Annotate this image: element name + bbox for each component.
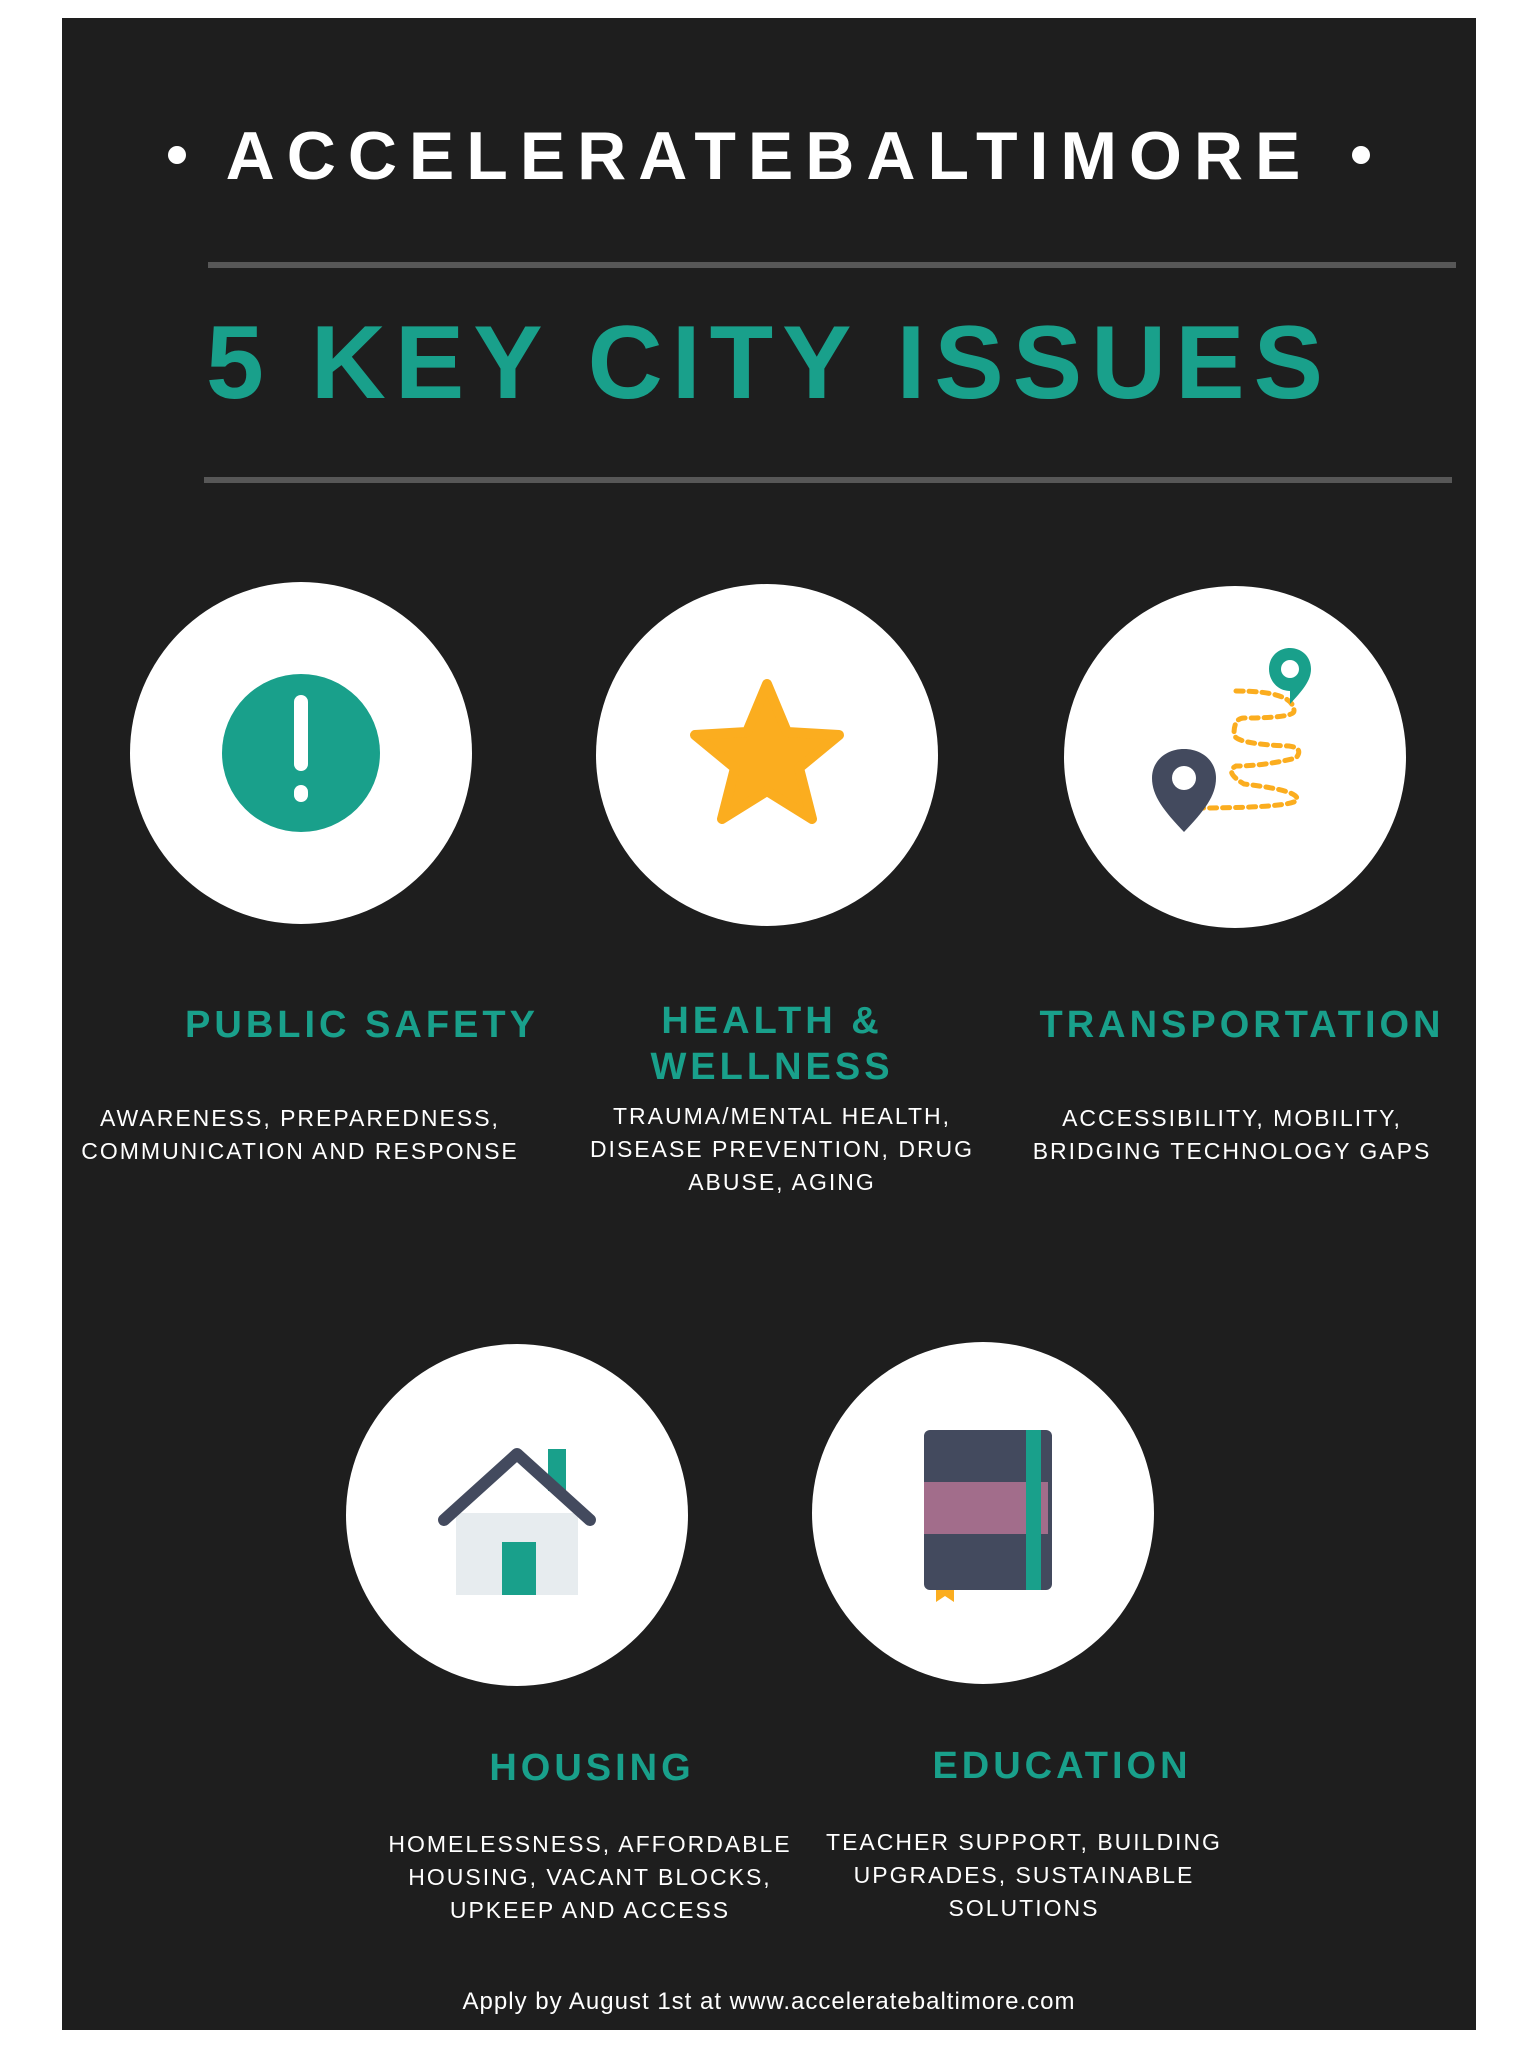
issue-title-education: EDUCATION — [932, 1745, 1192, 1787]
brand-title — [62, 116, 1476, 196]
divider-top — [208, 262, 1456, 268]
star-icon — [596, 584, 938, 926]
public-safety-circle — [130, 582, 472, 924]
issue-desc-transportation: ACCESSIBILITY, MOBILITY, BRIDGING TECHNOLOGY GAPS — [1032, 1105, 1432, 1164]
bullet-dot-right — [1352, 146, 1370, 164]
footer-apply-text: Apply by August 1st at www.acceleratebaltimore.com — [462, 1988, 1076, 2015]
divider-bottom — [204, 477, 1452, 483]
housing-circle — [346, 1344, 688, 1686]
issue-title-transportation: TRANSPORTATION — [1039, 1004, 1445, 1046]
issue-desc-housing: HOMELESSNESS, AFFORDABLE HOUSING, VACANT BLOCKS, UPKEEP AND ACCESS — [388, 1831, 792, 1923]
map-route-icon — [1064, 586, 1406, 928]
education-circle — [812, 1342, 1154, 1684]
health-circle — [596, 584, 938, 926]
brand-text: ACCELERATEBALTIMORE — [225, 118, 1313, 194]
issue-title-public-safety: PUBLIC SAFETY — [185, 1004, 539, 1046]
issue-title-housing: HOUSING — [489, 1747, 695, 1789]
transportation-circle — [1064, 586, 1406, 928]
bullet-dot-left — [168, 146, 186, 164]
poster — [62, 18, 1476, 2030]
issue-desc-public-safety: AWARENESS, PREPAREDNESS, COMMUNICATION AND RESPONSE — [81, 1105, 519, 1164]
notebook-icon — [812, 1342, 1154, 1684]
issue-desc-education: TEACHER SUPPORT, BUILDING UPGRADES, SUSTAINABLE SOLUTIONS — [826, 1829, 1222, 1921]
issue-desc-health: TRAUMA/MENTAL HEALTH, DISEASE PREVENTION, DRUG ABUSE, AGING — [589, 1103, 975, 1195]
exclamation-icon — [130, 582, 472, 924]
headline: 5 KEY CITY ISSUES — [206, 305, 1332, 421]
house-icon — [346, 1344, 688, 1686]
issue-title-health: HEALTH & WELLNESS — [650, 1000, 894, 1088]
